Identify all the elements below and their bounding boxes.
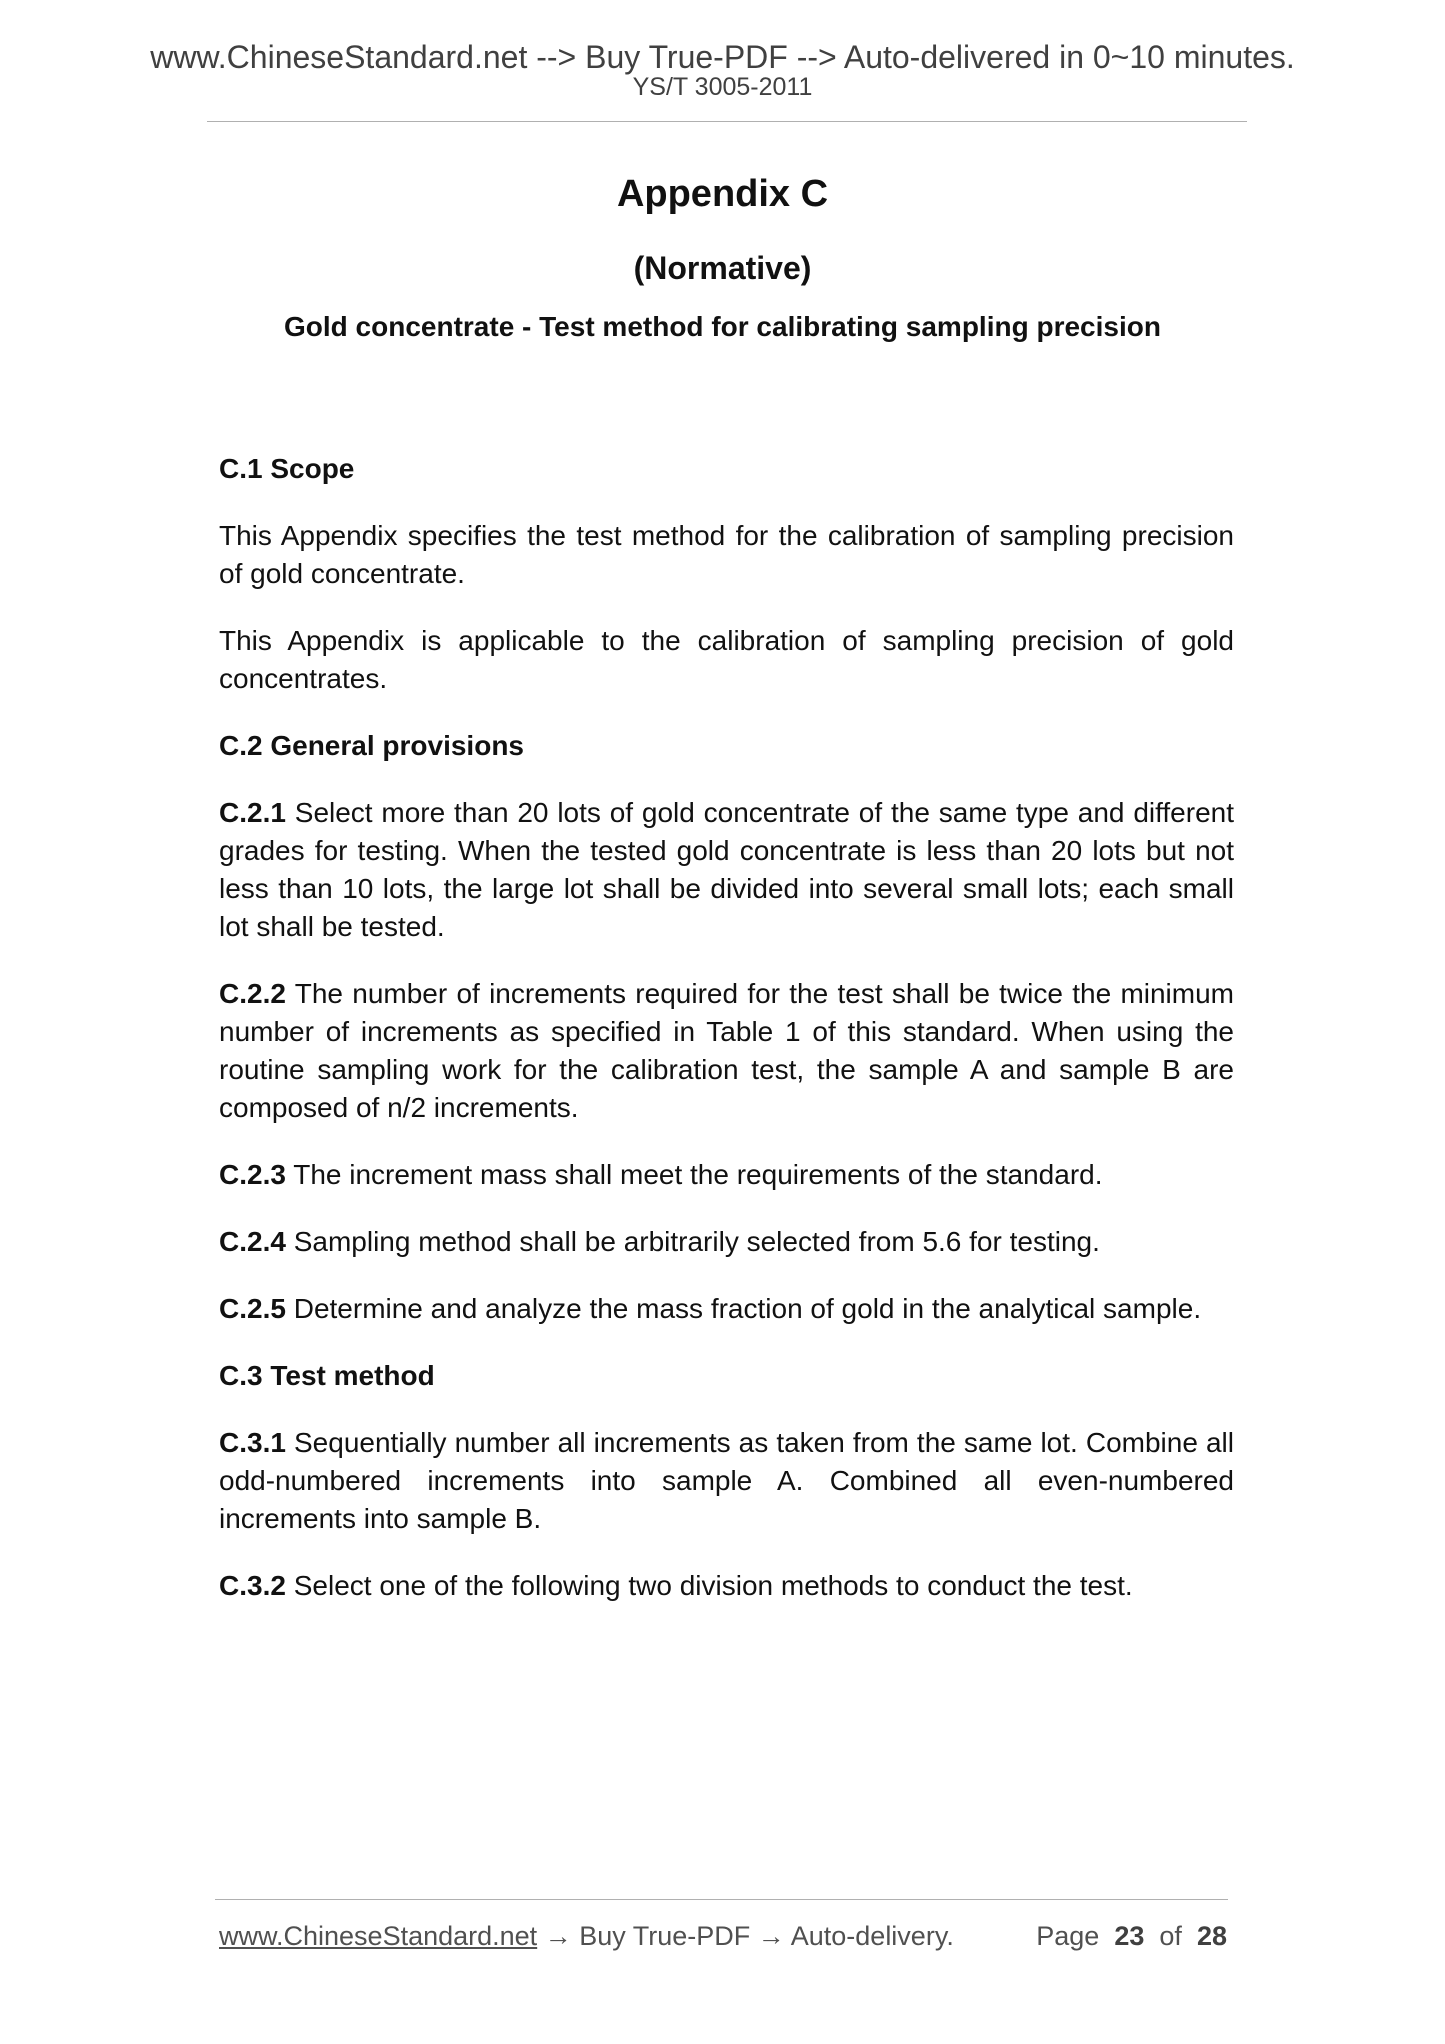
footer-left	[219, 1918, 954, 1954]
clause-number: C.2.1	[219, 797, 286, 828]
appendix-subject: Gold concentrate - Test method for calibrating sampling precision	[284, 311, 1161, 342]
clause-c2-1	[219, 794, 1234, 946]
clause-number: C.2.5	[219, 1293, 286, 1324]
page-indicator	[1036, 1918, 1227, 1954]
page-of-label: of	[1159, 1921, 1182, 1951]
clause-number: C.2.2	[219, 978, 286, 1009]
clause-text: Sequentially number all increments as taken from the same lot. Combine all odd-numbered increments into sample A. Combined all even-numbered increments into sample B.	[219, 1427, 1234, 1534]
page-footer	[219, 1918, 1227, 1954]
footer-divider	[215, 1899, 1228, 1900]
clause-text: Select one of the following two division methods to conduct the test.	[293, 1570, 1133, 1601]
document-body	[219, 450, 1234, 1634]
clause-number: C.3.1	[219, 1427, 286, 1458]
clause-number: C.3.2	[219, 1570, 286, 1601]
footer-tagline: → Buy True-PDF → Auto-delivery.	[537, 1921, 954, 1951]
header-divider	[207, 121, 1247, 122]
paragraph-c1-1: This Appendix specifies the test method for the calibration of sampling precision of gold concentrate.	[219, 520, 1234, 589]
page-total: 28	[1196, 1921, 1227, 1951]
clause-c2-2	[219, 975, 1234, 1127]
appendix-title: Appendix C	[616, 173, 829, 215]
clause-text: The increment mass shall meet the requirements of the standard.	[293, 1159, 1103, 1190]
clause-text: Sampling method shall be arbitrarily selected from 5.6 for testing.	[293, 1226, 1100, 1257]
standard-code: YS/T 3005-2011	[632, 73, 813, 101]
paragraph-c1-2: This Appendix is applicable to the calibration of sampling precision of gold concentrates.	[219, 625, 1234, 694]
appendix-subtitle: (Normative)	[633, 250, 812, 286]
section-heading-c1: C.1 Scope	[219, 453, 355, 484]
clause-text: The number of increments required for the test shall be twice the minimum number of increments as specified in Table 1 of this standard. When using the routine sampling work for the calibration test, the sample A and sample B are composed of n/2 increments.	[219, 978, 1234, 1123]
clause-text: Select more than 20 lots of gold concentrate of the same type and different grades for testing. When the tested gold concentrate is less than 20 lots but not less than 10 lots, the large lot shall be divided into several small lots; each small lot shall be tested.	[219, 797, 1234, 942]
footer-website-link[interactable]: www.ChineseStandard.net	[219, 1921, 538, 1951]
clause-c2-4	[219, 1223, 1234, 1261]
page-label: Page	[1036, 1921, 1100, 1951]
clause-c2-3	[219, 1156, 1234, 1194]
clause-c2-5	[219, 1290, 1234, 1328]
section-heading-c2: C.2 General provisions	[219, 730, 524, 761]
section-heading-c3: C.3 Test method	[219, 1360, 435, 1391]
header-banner: www.ChineseStandard.net --> Buy True-PDF --> Auto-delivered in 0~10 minutes.	[150, 39, 1295, 75]
clause-number: C.2.3	[219, 1159, 286, 1190]
clause-number: C.2.4	[219, 1226, 286, 1257]
clause-c3-1	[219, 1424, 1234, 1538]
page-number: 23	[1114, 1921, 1145, 1951]
clause-text: Determine and analyze the mass fraction of gold in the analytical sample.	[293, 1293, 1202, 1324]
clause-c3-2	[219, 1567, 1234, 1605]
